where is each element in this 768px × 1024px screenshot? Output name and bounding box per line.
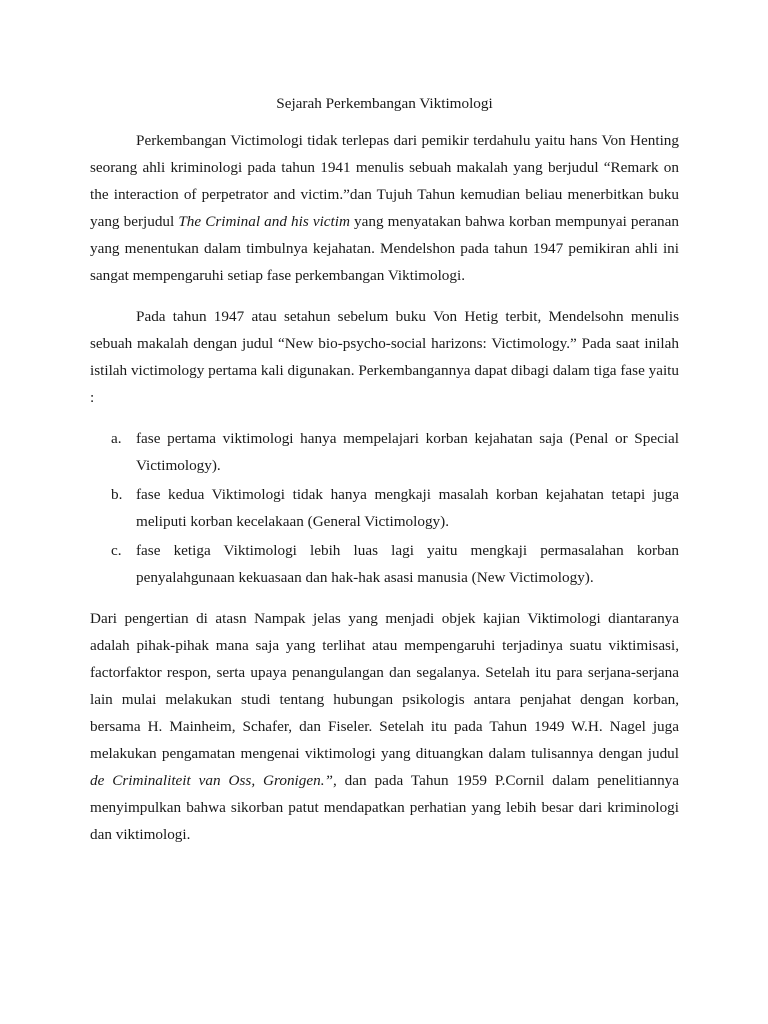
work-title: de Criminaliteit van Oss, Gronigen.” bbox=[90, 772, 333, 789]
list-item bbox=[90, 425, 679, 479]
paragraph-mendelsohn: Pada tahun 1947 atau setahun sebelum buku Von Hetig terbit, Mendelsohn menulis sebuah makalah dengan judul “New bio-psycho-social harizons: Victimology.” Pada saat inilah istilah victimology pertama kali digunakan. Perkembangannya dapat dibagi dalam tiga fase yaitu : bbox=[90, 308, 679, 406]
paragraph-text: , dan pada Tahun 1959 P.Cornil dalam penelitiannya menyimpulkan bahwa sikorban patut mendapatkan perhatian yang lebih besar dari kriminologi dan viktimologi. bbox=[90, 772, 680, 843]
phase-list bbox=[90, 425, 679, 591]
list-item bbox=[90, 481, 679, 535]
list-marker: a. bbox=[111, 430, 122, 447]
document-page bbox=[90, 90, 679, 862]
paragraph-history-intro bbox=[90, 127, 679, 289]
book-title: The Criminal and his victim bbox=[178, 213, 350, 230]
list-item-text: fase kedua Viktimologi tidak hanya mengkaji masalah korban kejahatan tetapi juga meliputi korban kecelakaan (General Victimology). bbox=[136, 486, 679, 530]
document-title: Sejarah Perkembangan Viktimologi bbox=[276, 95, 493, 112]
list-item-text: fase ketiga Viktimologi lebih luas lagi yaitu mengkaji permasalahan korban penyalahgunaan kekuasaan dan hak-hak asasi manusia (New Victimology). bbox=[136, 542, 679, 586]
list-marker: c. bbox=[111, 542, 122, 559]
list-item-text: fase pertama viktimologi hanya mempelajari korban kejahatan saja (Penal or Special Victimology). bbox=[136, 430, 679, 474]
paragraph-text: Dari pengertian di atasn Nampak jelas yang menjadi objek kajian Viktimologi diantaranya adalah pihak-pihak mana saja yang terlihat atau mempengaruhi terjadinya suatu viktimisasi, factorfaktor respon, serta upaya penangulangan dan segalanya. Setelah itu para serjana-serjana lain mulai melakukan studi tentang hubungan psikologis antara penjahat dengan korban, bersama H. Mainheim, Schafer, dan Fiseler. Setelah itu pada Tahun 1949 W.H. Nagel juga melakukan pengamatan mengenai viktimologi yang dituangkan dalam tulisannya dengan judul bbox=[90, 610, 679, 762]
list-item bbox=[90, 537, 679, 591]
list-marker: b. bbox=[111, 486, 123, 503]
paragraph-text: Perkembangan Victimologi tidak terlepas dari pemikir terdahulu yaitu hans Von Henting seorang ahli kriminologi pada tahun 1941 menulis sebuah makalah yang berjudul “Remark on the interaction of perpetrator and victim.”dan Tujuh Tahun kemudian beliau menerbitkan buku yang berjudul bbox=[90, 132, 679, 230]
paragraph-text: yang menyatakan bahwa korban mempunyai peranan yang menentukan dalam timbulnya kejahatan. Mendelshon pada tahun 1947 pemikiran ahli ini sangat mempengaruhi setiap fase perkembangan Viktimologi. bbox=[90, 213, 679, 284]
paragraph-conclusion bbox=[90, 605, 679, 848]
